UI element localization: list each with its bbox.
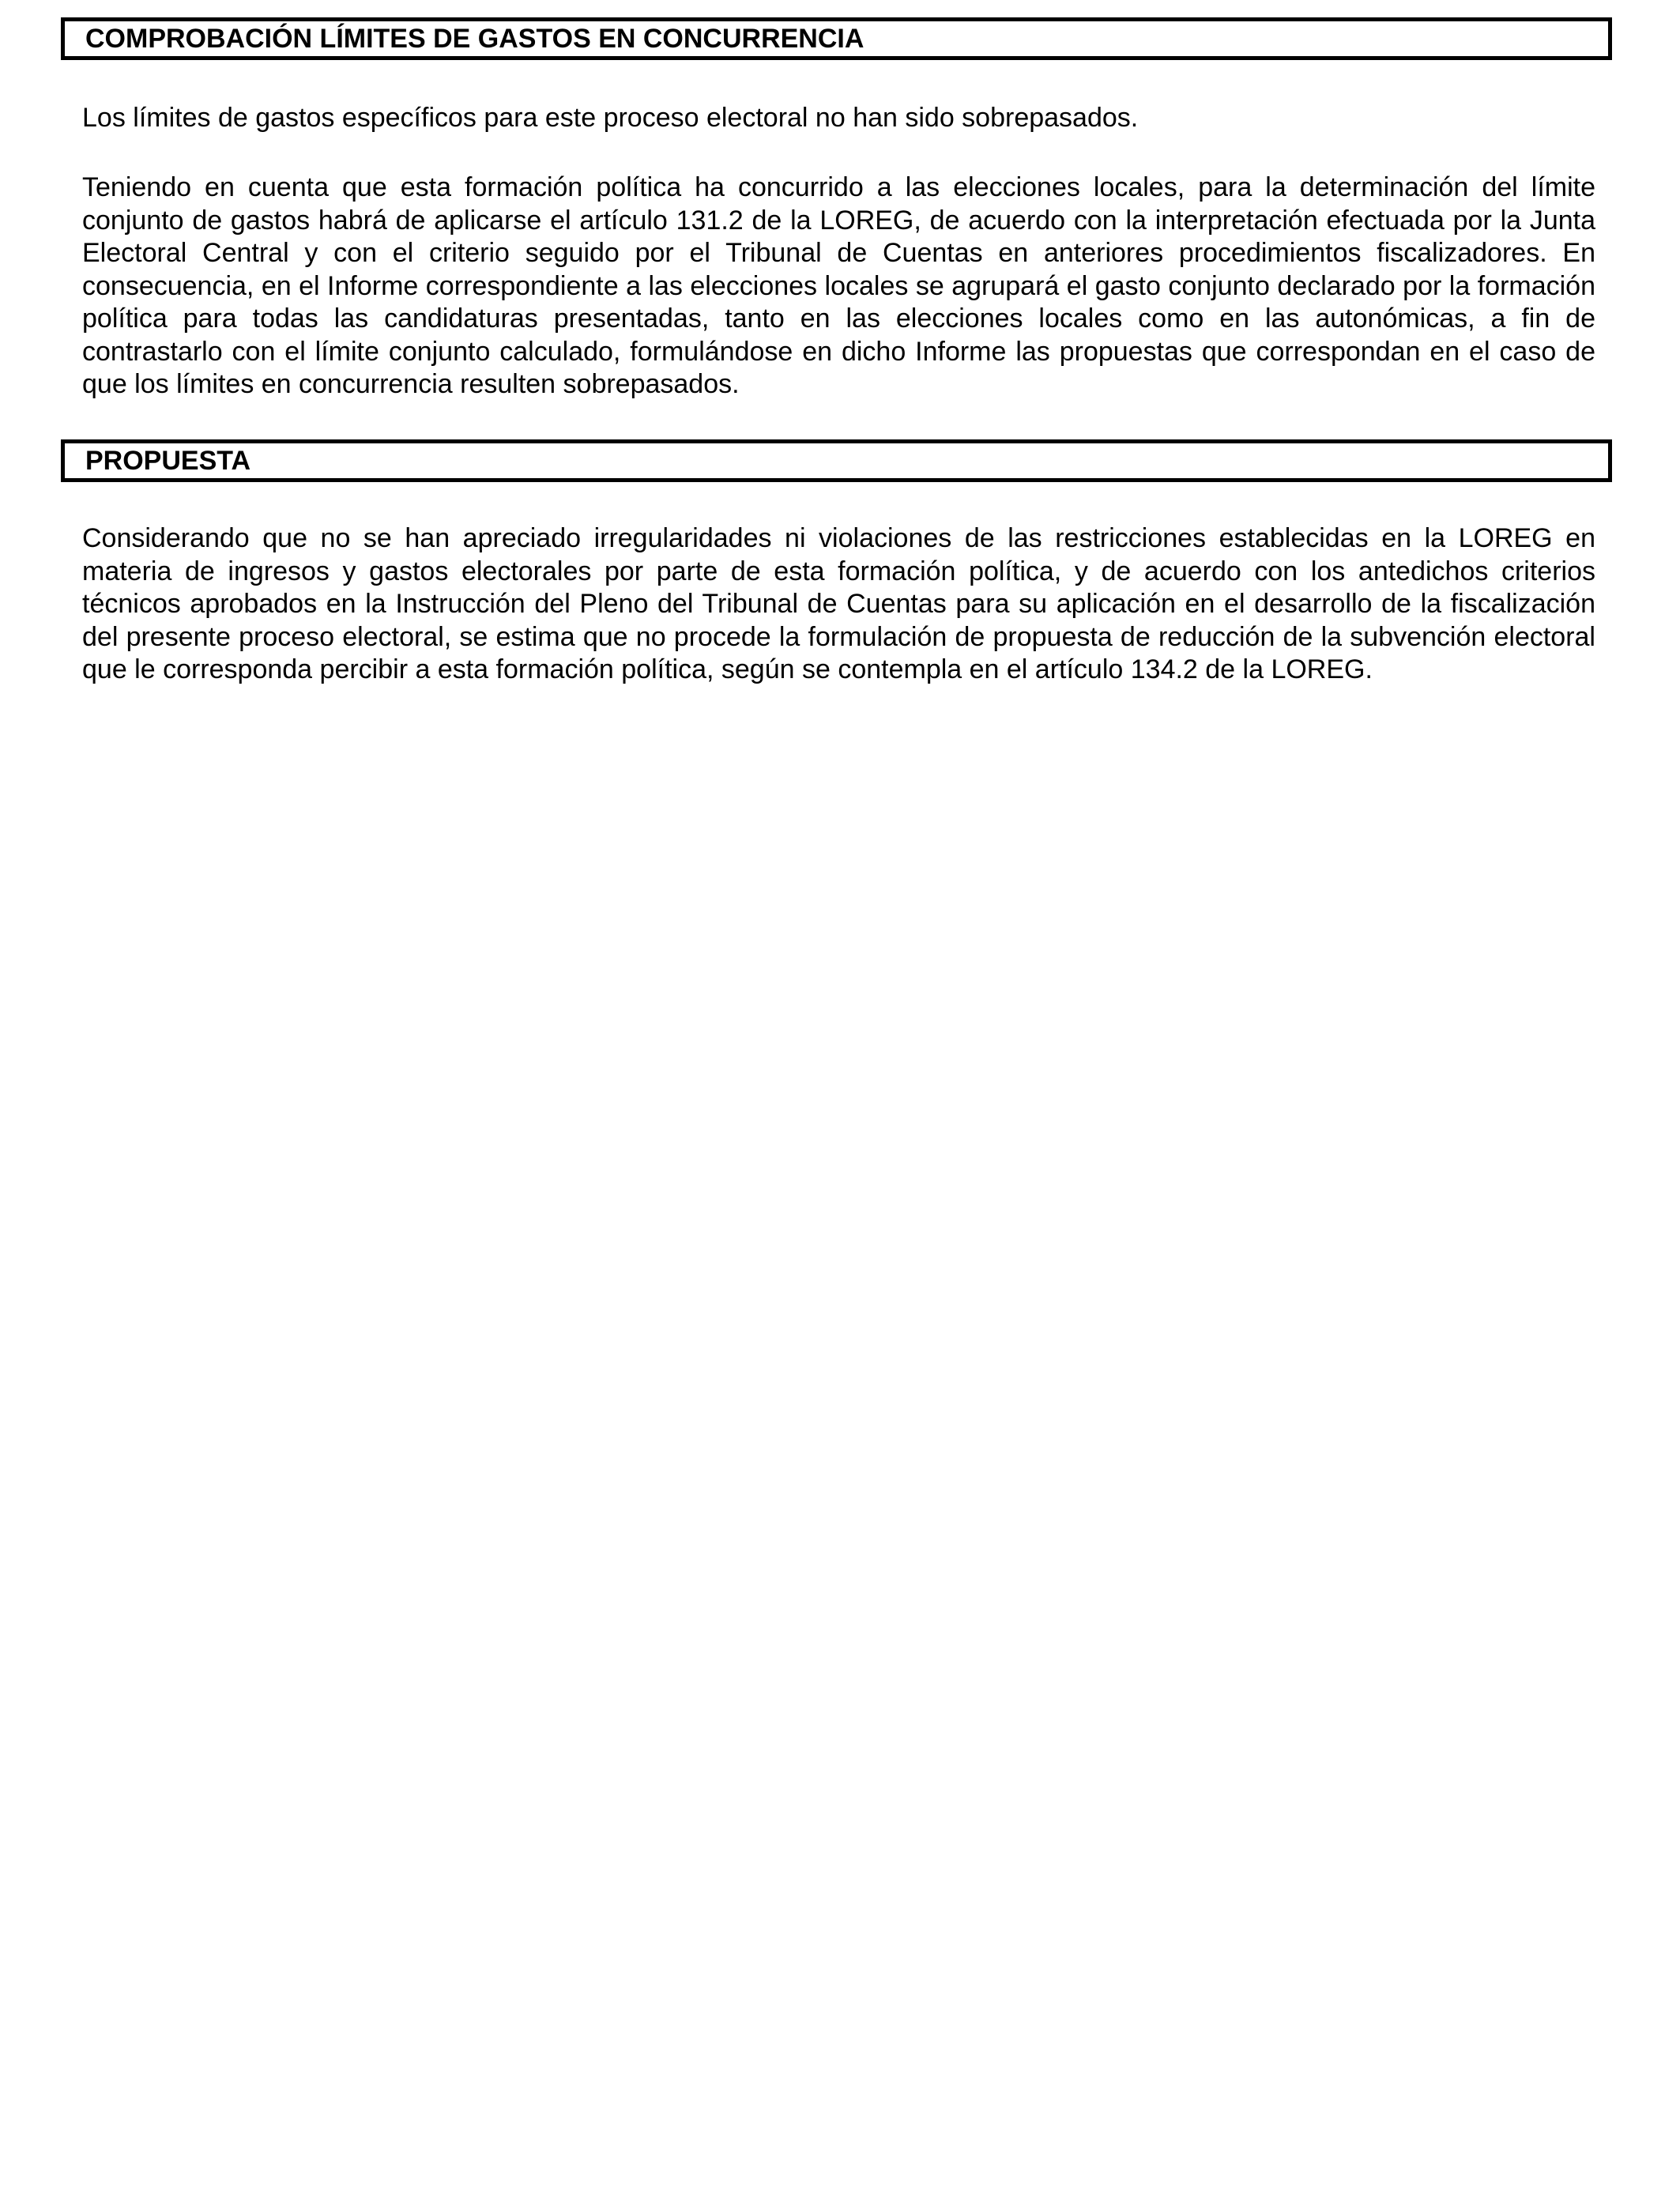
paragraph-limites-no-sobrepasados: Los límites de gastos específicos para este proceso electoral no han sido sobrepasados. <box>82 103 1139 133</box>
paragraph-limite-conjunto: Teniendo en cuenta que esta formación política ha concurrido a las elecciones locales, para la determinación del límite conjunto de gastos habrá de aplicarse el artículo 131.2 de la LOREG, de acuerdo con la interpretación efectuada por la Junta Electoral Central y con el criterio seguido por el Tribunal de Cuentas en anteriores procedimientos fiscalizadores. En consecuencia, en el Informe correspondiente a las elecciones locales se agrupará el gasto conjunto declarado por la formación política para todas las candidaturas presentadas, tanto en las elecciones locales como en las autonómicas, a fin de contrastarlo con el límite conjunto calculado, formulándose en dicho Informe las propuestas que correspondan en el caso de que los límites en concurrencia resulten sobrepasados. <box>82 172 1595 399</box>
section-heading-propuesta: PROPUESTA <box>61 439 1612 482</box>
section-heading-limites-concurrencia: COMPROBACIÓN LÍMITES DE GASTOS EN CONCURRENCIA <box>61 17 1612 60</box>
paragraph-propuesta: Considerando que no se han apreciado irregularidades ni violaciones de las restricciones establecidas en la LOREG en materia de ingresos y gastos electorales por parte de esta formación política, y de acuerdo con los antedichos criterios técnicos aprobados en la Instrucción del Pleno del Tribunal de Cuentas para su aplicación en el desarrollo de la fiscalización del presente proceso electoral, se estima que no procede la formulación de propuesta de reducción de la subvención electoral que le corresponda percibir a esta formación política, según se contempla en el artículo 134.2 de la LOREG. <box>82 523 1595 684</box>
